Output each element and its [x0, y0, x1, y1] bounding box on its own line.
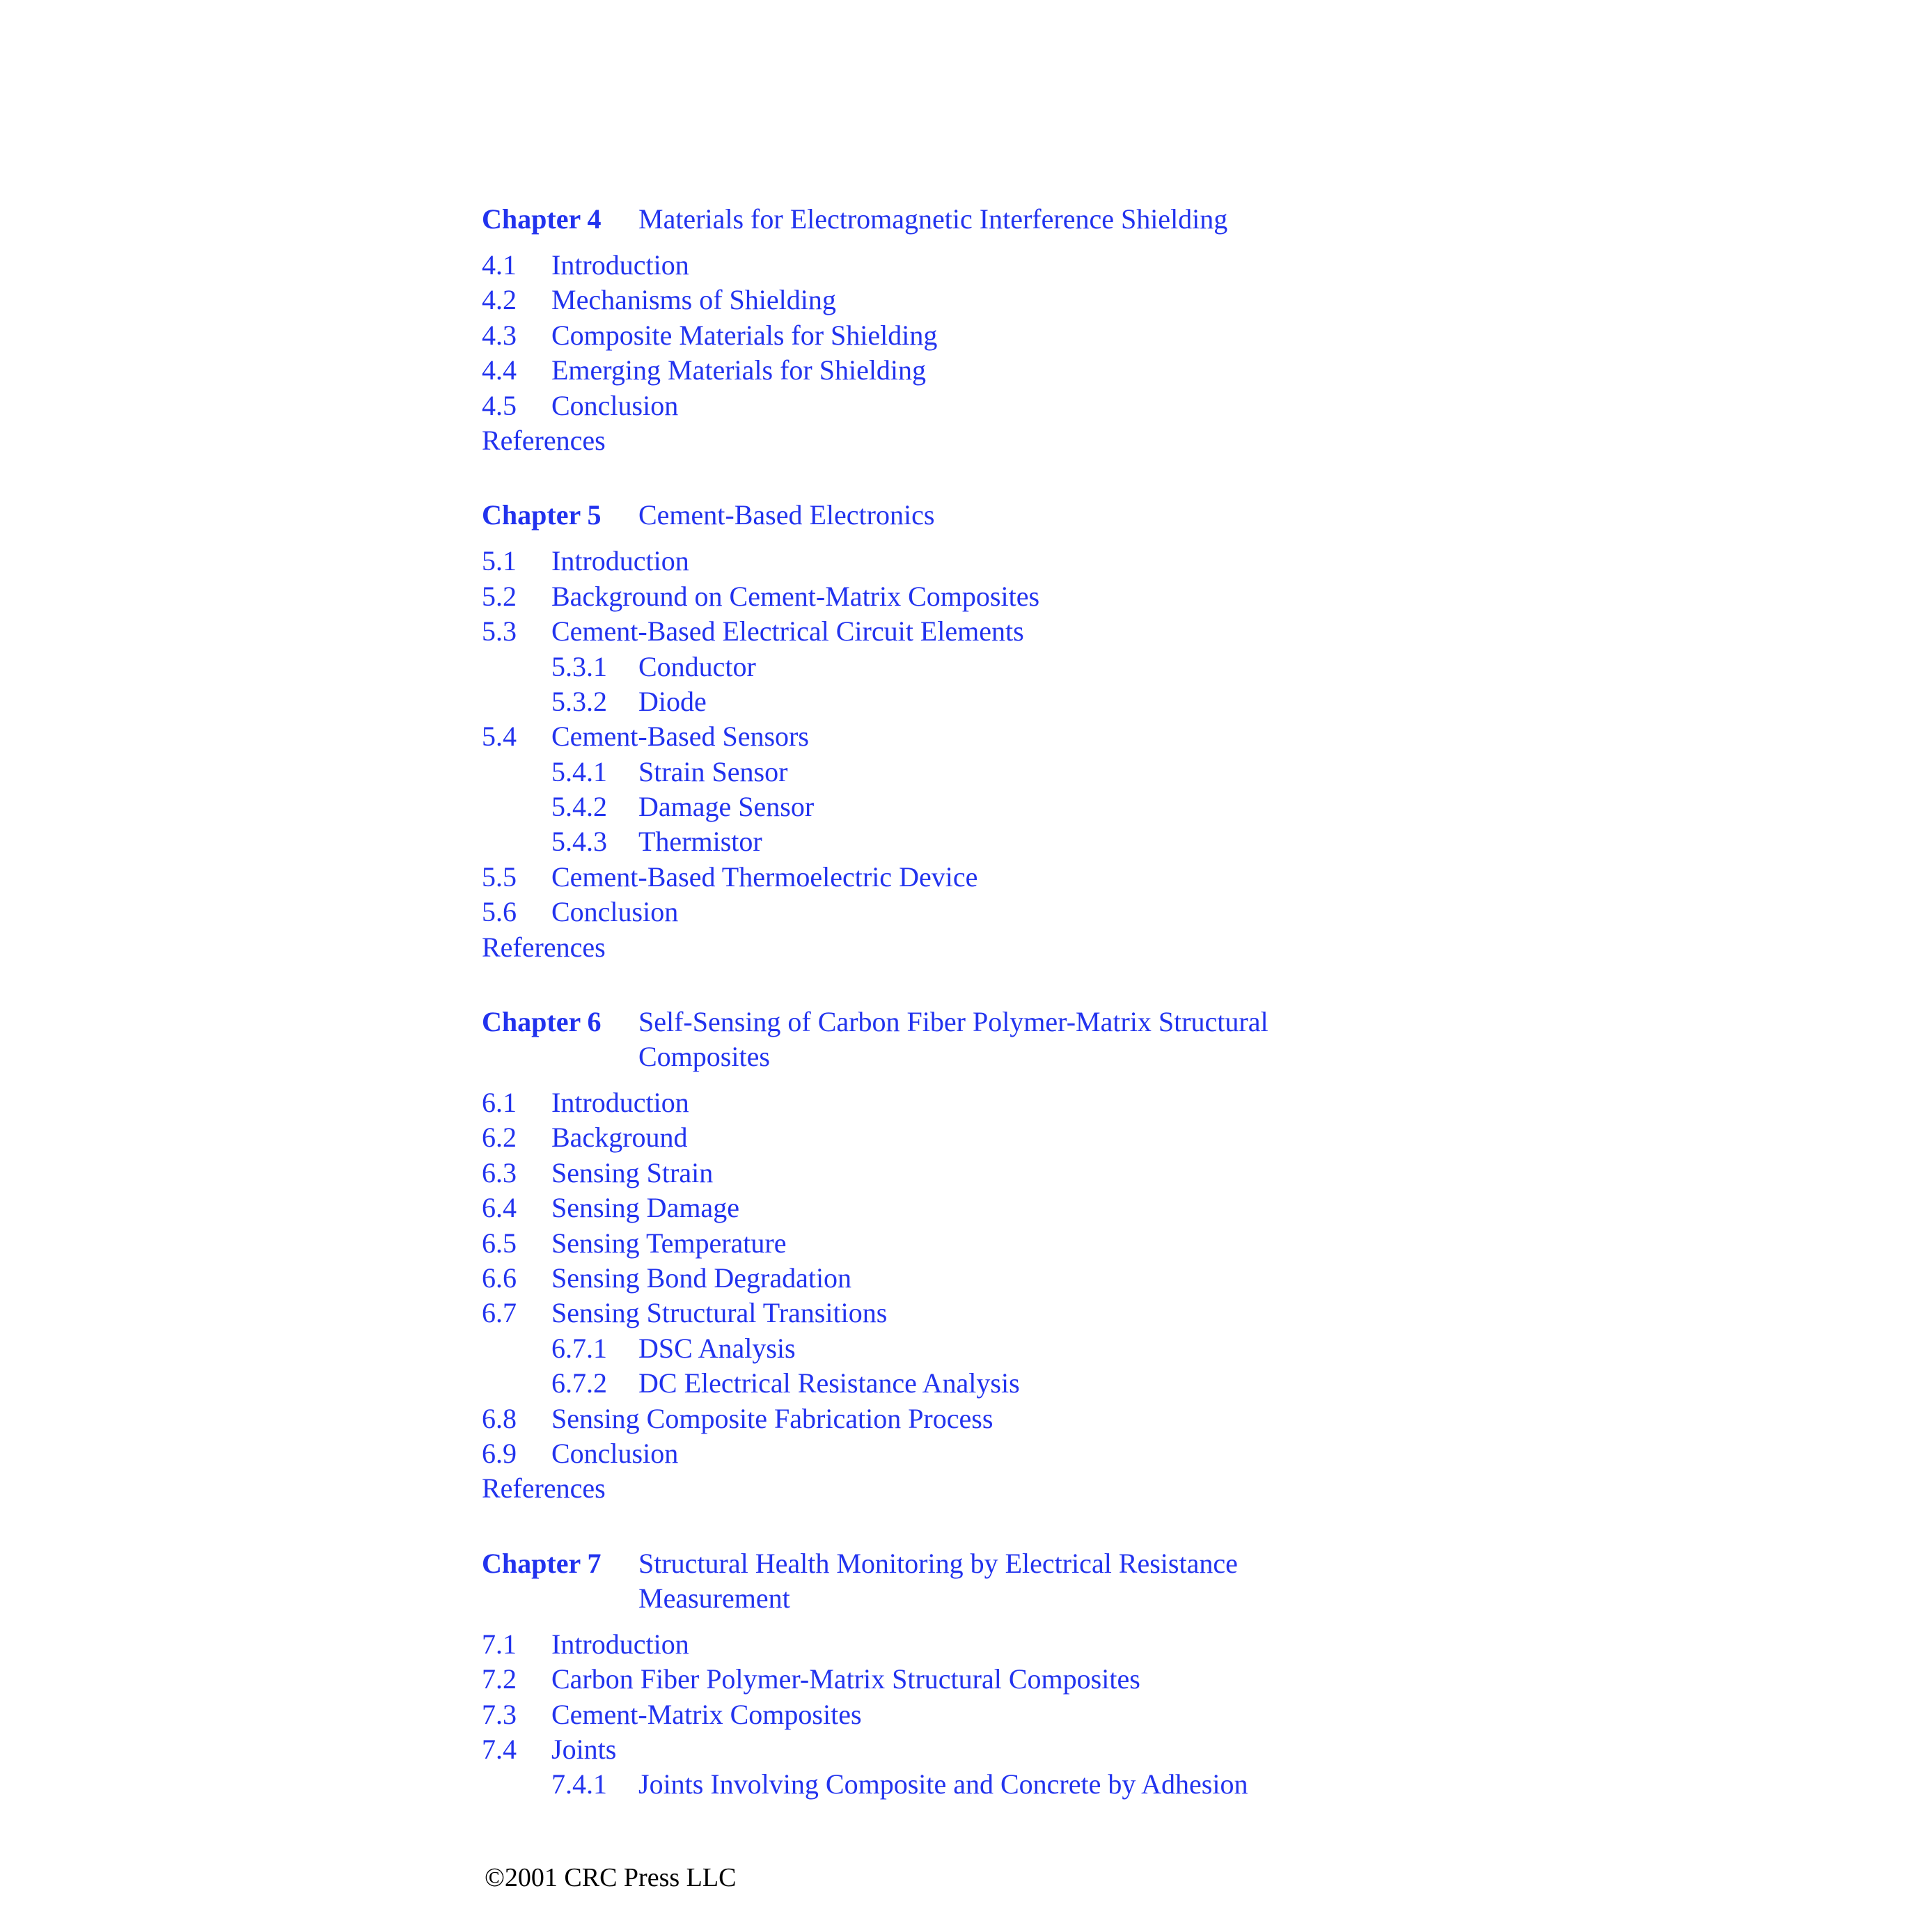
section-number: 5.2	[482, 580, 517, 612]
toc-subsection-entry[interactable]	[482, 1366, 1526, 1401]
toc-section-entry[interactable]	[482, 248, 1526, 283]
chapter-heading[interactable]	[482, 1005, 1526, 1074]
section-title: Sensing Bond Degradation	[551, 1262, 852, 1294]
chapter-heading[interactable]	[482, 498, 1526, 533]
references-link[interactable]: References	[482, 1472, 606, 1505]
toc-section-entry[interactable]	[482, 1732, 1526, 1767]
section-number: 5.4.3	[551, 826, 607, 858]
section-title: Sensing Structural Transitions	[551, 1297, 888, 1329]
section-number: 5.3.1	[551, 650, 607, 682]
section-title: Mechanisms of Shielding	[551, 284, 836, 316]
toc-subsection-entry[interactable]	[482, 650, 1526, 684]
chapter-title: Materials for Electromagnetic Interference Shielding	[638, 203, 1228, 235]
toc-section-entry[interactable]	[482, 544, 1526, 579]
section-title: Introduction	[551, 1628, 689, 1660]
section-title: Strain Sensor	[638, 755, 788, 787]
section-number: 7.3	[482, 1698, 517, 1730]
section-title: Conclusion	[551, 896, 679, 928]
section-number: 4.3	[482, 319, 517, 351]
section-number: 6.9	[482, 1437, 517, 1469]
copyright-footer: ©2001 CRC Press LLC	[485, 1863, 737, 1892]
section-number: 6.7	[482, 1297, 517, 1329]
section-title: Carbon Fiber Polymer-Matrix Structural Composites	[551, 1663, 1140, 1695]
section-number: 5.3.2	[551, 685, 607, 717]
section-title: Conclusion	[551, 1437, 679, 1469]
toc-section-entry[interactable]	[482, 579, 1526, 614]
section-number: 6.7.1	[551, 1332, 607, 1364]
section-title: Sensing Damage	[551, 1192, 739, 1224]
section-title: Cement-Based Sensors	[551, 721, 809, 753]
section-number: 7.4	[482, 1733, 517, 1765]
section-title: DC Electrical Resistance Analysis	[638, 1367, 1020, 1399]
section-number: 5.6	[482, 896, 517, 928]
section-number: 6.8	[482, 1402, 517, 1434]
section-number: 6.4	[482, 1192, 517, 1224]
toc-section-entry[interactable]	[482, 719, 1526, 754]
section-title: Emerging Materials for Shielding	[551, 354, 927, 386]
section-title: Cement-Based Electrical Circuit Elements	[551, 615, 1024, 647]
toc-section-entry[interactable]	[482, 1261, 1526, 1296]
chapter-section	[482, 1005, 1526, 1507]
section-title: Sensing Composite Fabrication Process	[551, 1402, 994, 1434]
section-title: Thermistor	[638, 826, 762, 858]
section-number: 6.2	[482, 1122, 517, 1154]
section-title: Sensing Temperature	[551, 1227, 787, 1259]
section-number: 6.5	[482, 1227, 517, 1259]
section-number: 5.1	[482, 545, 517, 577]
toc-section-entry[interactable]	[482, 1697, 1526, 1732]
section-number: 6.6	[482, 1262, 517, 1294]
chapter-title: Self-Sensing of Carbon Fiber Polymer-Matrix Structural Composites	[638, 1006, 1269, 1073]
toc-section-entry[interactable]	[482, 353, 1526, 388]
chapter-section	[482, 202, 1526, 458]
chapter-heading[interactable]	[482, 202, 1526, 237]
section-title: Damage Sensor	[638, 791, 815, 823]
section-title: Introduction	[551, 545, 689, 577]
section-number: 5.5	[482, 861, 517, 893]
toc-subsection-entry[interactable]	[482, 1767, 1526, 1802]
table-of-contents	[482, 202, 1526, 1842]
chapter-section	[482, 498, 1526, 965]
section-number: 5.3	[482, 615, 517, 647]
toc-subsection-entry[interactable]	[482, 684, 1526, 719]
section-title: Joints	[551, 1733, 617, 1765]
toc-section-entry[interactable]	[482, 1296, 1526, 1330]
toc-section-entry[interactable]	[482, 860, 1526, 895]
chapter-label: Chapter 5	[482, 499, 602, 531]
toc-section-entry[interactable]	[482, 1226, 1526, 1261]
chapter-label: Chapter 7	[482, 1547, 602, 1579]
references-link[interactable]: References	[482, 931, 606, 963]
chapter-title: Cement-Based Electronics	[638, 499, 935, 531]
chapter-section	[482, 1546, 1526, 1803]
chapter-label: Chapter 6	[482, 1006, 602, 1038]
chapter-title: Structural Health Monitoring by Electrical Resistance Measurement	[638, 1547, 1238, 1614]
chapter-heading[interactable]	[482, 1546, 1526, 1616]
section-title: Background	[551, 1122, 688, 1154]
section-title: Sensing Strain	[551, 1156, 714, 1188]
toc-section-entry[interactable]	[482, 1120, 1526, 1155]
toc-section-entry[interactable]	[482, 614, 1526, 649]
toc-section-entry[interactable]	[482, 1662, 1526, 1697]
toc-subsection-entry[interactable]	[482, 824, 1526, 859]
section-number: 7.4.1	[551, 1768, 607, 1800]
section-number: 7.2	[482, 1663, 517, 1695]
section-title: Conclusion	[551, 389, 679, 421]
toc-section-entry[interactable]	[482, 1156, 1526, 1191]
section-title: Composite Materials for Shielding	[551, 319, 938, 351]
section-number: 4.2	[482, 284, 517, 316]
section-title: Cement-Based Thermoelectric Device	[551, 861, 978, 893]
section-title: Joints Involving Composite and Concrete by Adhesion	[638, 1768, 1248, 1800]
section-number: 6.7.2	[551, 1367, 607, 1399]
section-number: 6.1	[482, 1087, 517, 1119]
section-number: 7.1	[482, 1628, 517, 1660]
section-number: 6.3	[482, 1156, 517, 1188]
section-number: 5.4.1	[551, 755, 607, 787]
toc-subsection-entry[interactable]	[482, 790, 1526, 824]
section-number: 4.5	[482, 389, 517, 421]
toc-section-entry[interactable]	[482, 1436, 1526, 1471]
toc-section-entry[interactable]	[482, 318, 1526, 353]
toc-section-entry[interactable]	[482, 895, 1526, 929]
section-number: 4.4	[482, 354, 517, 386]
references-link[interactable]: References	[482, 424, 606, 456]
chapter-label: Chapter 4	[482, 203, 602, 235]
toc-section-entry[interactable]	[482, 283, 1526, 317]
toc-section-entry[interactable]	[482, 388, 1526, 423]
section-title: Introduction	[551, 249, 689, 281]
toc-section-entry[interactable]	[482, 1085, 1526, 1120]
toc-subsection-entry[interactable]	[482, 755, 1526, 790]
toc-section-entry[interactable]	[482, 1401, 1526, 1436]
toc-section-entry[interactable]	[482, 1191, 1526, 1225]
section-title: Diode	[638, 685, 707, 717]
section-title: Cement-Matrix Composites	[551, 1698, 862, 1730]
section-title: DSC Analysis	[638, 1332, 796, 1364]
section-title: Background on Cement-Matrix Composites	[551, 580, 1040, 612]
section-number: 5.4	[482, 721, 517, 753]
section-number: 5.4.2	[551, 791, 607, 823]
section-title: Conductor	[638, 650, 756, 682]
toc-section-entry[interactable]	[482, 1627, 1526, 1662]
section-number: 4.1	[482, 249, 517, 281]
section-title: Introduction	[551, 1087, 689, 1119]
toc-subsection-entry[interactable]	[482, 1331, 1526, 1366]
